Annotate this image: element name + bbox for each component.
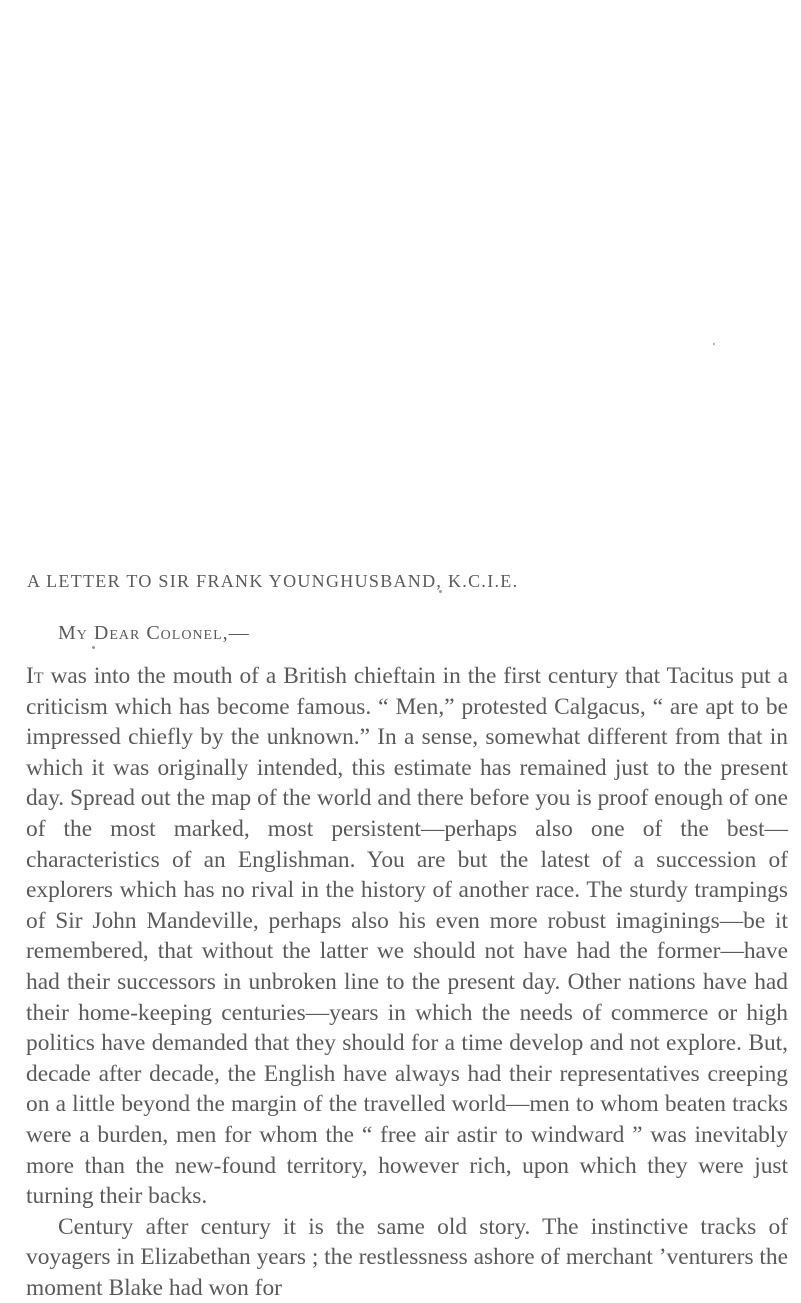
ink-speck — [92, 646, 95, 649]
paragraph-text: was into the mouth of a British chieftain in the first century that Tacitus put a criticism which has become famous. “ Men,” protested Calgacus, “ are apt to be impressed chiefly by the unknown.” In a sense, somewhat different from that in which it was originally intended, this estimate has remained just to the present day. Spread out the map of the world and there before you is proof enough of one of the most marked, most persistent—perhaps also one of the best—characteristics of an Englishman. You are but the latest of a succession of explorers which has no rival in the history of another race. The sturdy trampings of Sir John Mandeville, perhaps also his even more robust imaginings—be it remembered, that without the latter we should not have had the former—have had their successors in unbroken line to the present day. Other nations have had their home-keeping centuries—years in which the needs of commerce or high politics have demanded that they should for a time develop and not explore. But, decade after decade, the English have always had their representatives creeping on a little beyond the margin of the travelled world—men to whom beaten tracks were a burden, men for whom the “ free air astir to windward ” was inevitably more than the new-found territory, however rich, upon which they were just turning their backs. — [26, 663, 788, 1210]
letter-body — [26, 661, 788, 1303]
letter-heading: A LETTER TO SIR FRANK YOUNGHUSBAND, K.C.I.E. — [27, 571, 519, 591]
salutation: My Dear Colonel,— — [58, 622, 250, 644]
paragraph — [26, 1212, 788, 1303]
paragraph-opening-word: It — [26, 663, 44, 689]
paragraph — [26, 661, 788, 1212]
paragraph-text: Century after century it is the same old story. The instinctive tracks of voyagers in Elizabethan years ; the restlessness ashore of merchant ’venturers the moment Blake had won for — [26, 1213, 788, 1301]
ink-speck — [713, 343, 715, 345]
